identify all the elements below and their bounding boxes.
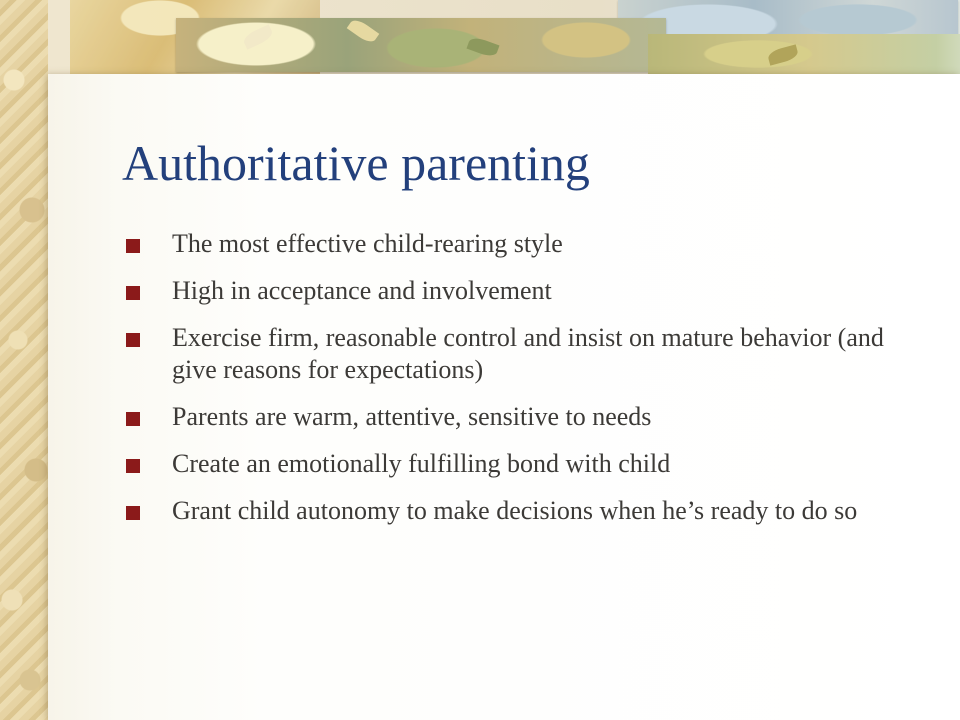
slide-title: Authoritative parenting (122, 135, 590, 191)
bullet-text: Exercise firm, reasonable control and insist on mature behavior (and give reasons for expectations) (172, 323, 884, 384)
decorative-header-banner (48, 0, 960, 78)
left-texture-strip (0, 0, 52, 720)
bullet-item (124, 228, 884, 260)
bullet-item (124, 495, 884, 527)
square-bullet-icon (126, 239, 140, 253)
bullet-list (124, 228, 884, 542)
square-bullet-icon (126, 459, 140, 473)
bullet-item (124, 401, 884, 433)
square-bullet-icon (126, 506, 140, 520)
bullet-text: Grant child autonomy to make decisions when he’s ready to do so (172, 496, 858, 525)
square-bullet-icon (126, 333, 140, 347)
bullet-text: The most effective child-rearing style (172, 229, 563, 258)
decorative-tile (648, 34, 960, 74)
square-bullet-icon (126, 286, 140, 300)
bullet-item (124, 448, 884, 480)
bullet-text: High in acceptance and involvement (172, 276, 552, 305)
bullet-item (124, 322, 884, 386)
square-bullet-icon (126, 412, 140, 426)
bullet-text: Parents are warm, attentive, sensitive to needs (172, 402, 652, 431)
bullet-item (124, 275, 884, 307)
bullet-text: Create an emotionally fulfilling bond with child (172, 449, 671, 478)
